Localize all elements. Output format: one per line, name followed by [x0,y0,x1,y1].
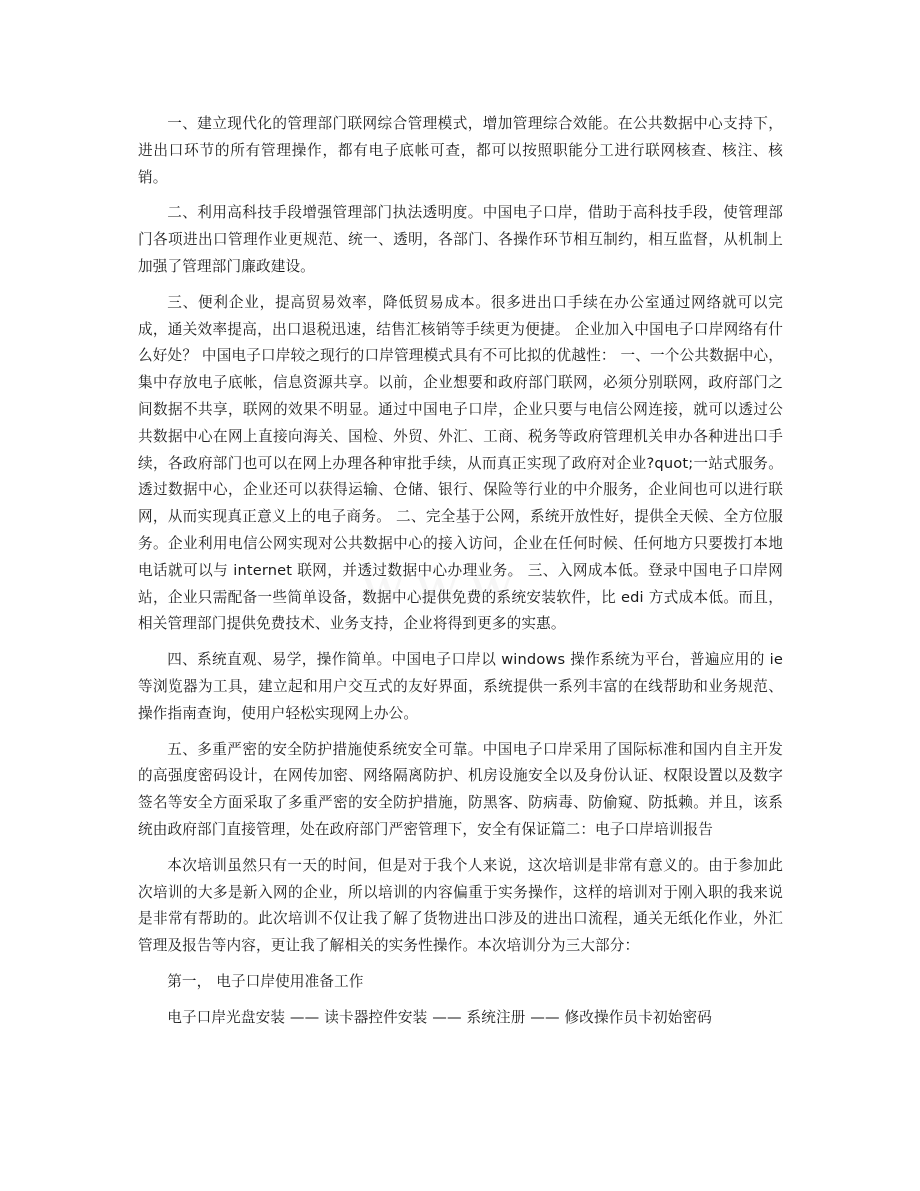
paragraph-2: 二、利用高科技手段增强管理部门执法透明度。中国电子口岸，借助于高科技手段，使管理部门各项进出口管理作业更规范、统一、透明，各部门、各操作环节相互制约，相互监督，从机制上加强了管理部门廉政建设。 [138,204,783,275]
paragraph-6: 本次培训虽然只有一天的时间，但是对于我个人来说，这次培训是非常有意义的。由于参加此次培训的大多是新入网的企业，所以培训的内容偏重于实务操作，这样的培训对于刚入职的我来说是非常有帮助的。此次培训不仅让我了解了货物进出口涉及的进出口流程，通关无纸化作业，外汇管理及报告等内容，更让我了解相关的实务性操作。本次培训分为三大部分： [138,856,783,955]
document-body [138,111,783,1032]
paragraph-1: 一、建立现代化的管理部门联网综合管理模式，增加管理综合效能。在公共数据中心支持下，进出口环节的所有管理操作，都有电子底帐可查，都可以按照职能分工进行联网核查、核注、核销。 [138,115,783,186]
paragraph-7: 第一， 电子口岸使用准备工作 [167,972,364,990]
paragraph-8: 电子口岸光盘安装 —— 读卡器控件安装 —— 系统注册 —— 修改操作员卡初始密码 [167,1008,712,1026]
paragraph-3: 三、便利企业，提高贸易效率，降低贸易成本。很多进出口手续在办公室通过网络就可以完成，通关效率提高，出口退税迅速，结售汇核销等手续更为便捷。 企业加入中国电子口岸网络有什么好处？ 中国电子口岸较之现行的口岸管理模式具有不可比拟的优越性： 一、一个公共数据中心，集中存放电子底帐，信息资源共享。以前，企业想要和政府部门联网，必须分别联网，政府部门之间数据不共享，联网的效果不明显。通过中国电子口岸，企业只要与电信公网连接，就可以透过公共数据中心在网上直接向海关、国检、外贸、外汇、工商、税务等政府管理机关申办各种进出口手续，各政府部门也可以在网上办理各种审批手续，从而真正实现了政府对企业?quot;一站式服务。透过数据中心，企业还可以获得运输、仓储、银行、保险等行业的中介服务，企业间也可以进行联网，从而实现真正意义上的电子商务。 二、完全基于公网，系统开放性好，提供全天候、全方位服务。企业利用电信公网实现对公共数据中心的接入访问，企业在任何时候、任何地方只要拨打本地电话就可以与 internet 联网，并透过数据中心办理业务。 三、入网成本低。登录中国电子口岸网站，企业只需配备一些简单设备，数据中心提供免费的系统安装软件，比 edi 方式成本低。而且，相关管理部门提供免费技术、业务支持，企业将得到更多的实惠。 [138,293,783,633]
paragraph-4: 四、系统直观、易学，操作简单。中国电子口岸以 windows 操作系统为平台，普遍应用的 ie 等浏览器为工具，建立起和用户交互式的友好界面，系统提供一系列丰富的在线帮助和业务规范、操作指南查询，使用户轻松实现网上办公。 [138,651,783,722]
paragraph-5: 五、多重严密的安全防护措施使系统安全可靠。中国电子口岸采用了国际标准和国内自主开发的高强度密码设计，在网传加密、网络隔离防护、机房设施安全以及身份认证、权限设置以及数字签名等安全方面采取了多重严密的安全防护措施，防黑客、防病毒、防偷窥、防抵赖。并且，该系统由政府部门直接管理，处在政府部门严密管理下，安全有保证篇二：电子口岸培训报告 [138,740,783,838]
